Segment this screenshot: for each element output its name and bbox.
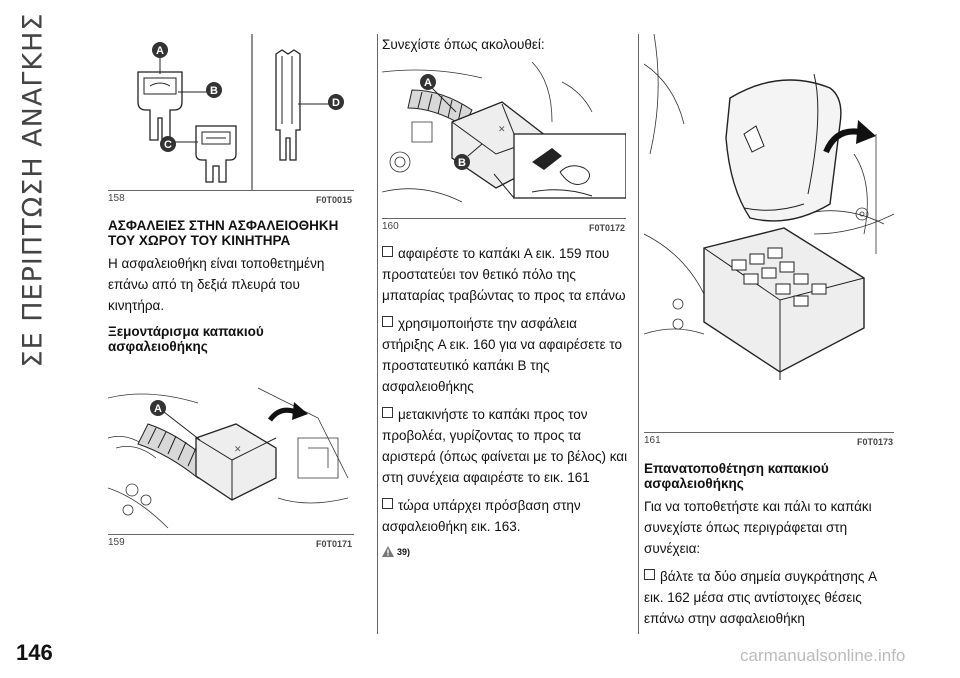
callout-a: A [156, 45, 164, 57]
checkbox-icon [382, 316, 393, 327]
para-fusebox-location: Η ασφαλειοθήκη είναι τοποθετημένη επάνω από τη δεξιά πλευρά του κινητήρα. [108, 256, 325, 313]
figure-161-number: 161 [644, 435, 661, 446]
figure-159-code: F0T0171 [316, 539, 353, 549]
figure-160-code: F0T0172 [589, 223, 626, 233]
column-2-steps [382, 243, 632, 561]
figure-158-number: 158 [108, 193, 125, 204]
fusebox-open-illustration [644, 34, 894, 432]
section-heading-cover-refit: Επανατοποθέτηση καπακιού ασφαλειοθήκης [644, 461, 829, 491]
battery-cover-illustration [108, 378, 354, 534]
warning-ref-number: 39) [397, 546, 411, 557]
callout-b: B [458, 157, 466, 169]
checkbox-icon [382, 246, 393, 257]
column-2-intro [382, 34, 632, 55]
figure-159-rule [108, 534, 354, 535]
svg-text:✕: ✕ [234, 445, 242, 455]
callout-c: C [164, 139, 172, 151]
checkbox-icon [644, 569, 655, 580]
callout-b: B [210, 85, 218, 97]
figure-160-number: 160 [382, 221, 399, 232]
section-heading-fuses: ΑΣΦΑΛΕΙΕΣ ΣΤΗΝ ΑΣΦΑΛΕΙΟΘΗΚΗ ΤΟΥ ΧΩΡΟΥ ΤΟΥ ΚΙΝΗΤΗΡΑ [108, 218, 339, 248]
warning-reference [382, 543, 632, 561]
callout-a: A [154, 403, 162, 415]
warning-icon [382, 546, 394, 557]
sidebar-title-text: ΣΕ ΠΕΡΙΠΤΩΣΗ ΑΝΑΓΚΗΣ [17, 12, 49, 368]
callout-a: A [424, 77, 432, 89]
step-3: μετακινήστε το καπάκι προς τον προβολέα, γυρίζοντας το προς τα αριστερά (όπως φαίνεται με το βέλος) και στη συνέχεια αφαιρέστε το εικ. 161 [382, 407, 628, 485]
intro-text: Συνεχίστε όπως ακολουθεί: [382, 37, 545, 52]
figure-160-rule [382, 218, 626, 219]
figure-159 [108, 378, 354, 534]
section-heading-cover-removal: Ξεμοντάρισμα καπακιού ασφαλειοθήκης [108, 324, 264, 354]
column-divider-2 [638, 34, 639, 634]
fuse-illustration [108, 34, 354, 190]
figure-160 [382, 62, 626, 218]
callout-d: D [332, 97, 340, 109]
step-1: αφαιρέστε το καπάκι A εικ. 159 που προστατεύει τον θετικό πόλο της μπαταρίας τραβώντας το προς τα επάνω [382, 246, 626, 303]
column-3-text [644, 461, 896, 629]
sidebar-title [8, 12, 58, 368]
checkbox-icon [382, 407, 393, 418]
figure-158-rule [108, 190, 354, 191]
svg-text:✕: ✕ [498, 125, 506, 135]
page-number: 146 [16, 640, 53, 665]
figure-161 [644, 34, 894, 432]
para-refit-intro: Για να τοποθετήστε και πάλι το καπάκι συνεχίστε όπως περιγράφεται στη συνέχεια: [644, 499, 872, 556]
column-divider-1 [377, 34, 378, 634]
figure-161-rule [644, 432, 894, 433]
figure-158 [108, 34, 354, 190]
checkbox-icon [382, 498, 393, 509]
figure-161-code: F0T0173 [857, 437, 894, 447]
figure-158-code: F0T0015 [316, 195, 353, 205]
refit-step-1: βάλτε τα δύο σημεία συγκράτησης A εικ. 162 μέσα στις αντίστοιχες θέσεις επάνω στην ασφαλειοθήκη [644, 569, 877, 626]
figure-159-number: 159 [108, 537, 125, 548]
fusebox-clip-illustration [382, 62, 626, 218]
watermark: carmanualsonline.info [740, 646, 906, 665]
step-4: τώρα υπάρχει πρόσβαση στην ασφαλειοθήκη εικ. 163. [382, 498, 581, 534]
step-2: χρησιμοποιήστε την ασφάλεια στήριξης A εικ. 160 για να αφαιρέσετε το προστατευτικό καπάκι B της ασφαλειοθήκης [382, 316, 622, 394]
column-1-text [108, 218, 358, 354]
